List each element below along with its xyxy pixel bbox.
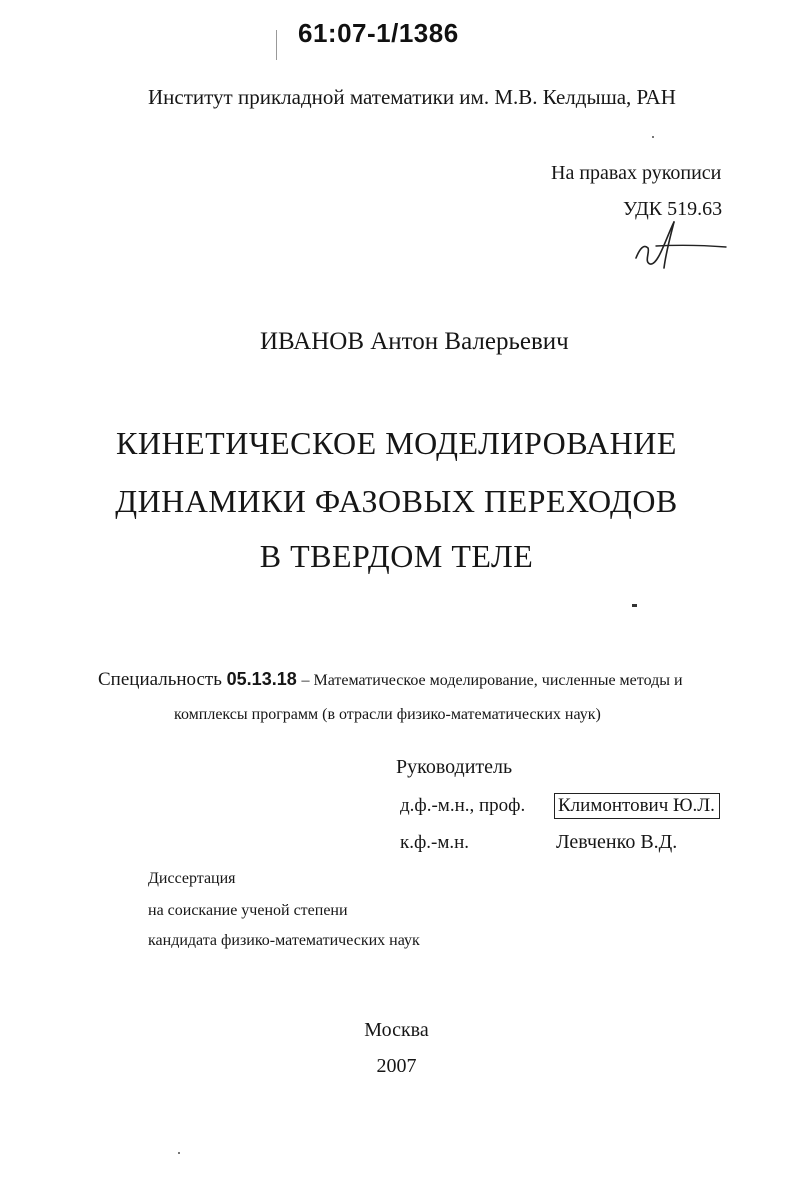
supervisor-degree: к.ф.-м.н. <box>400 832 470 853</box>
thesis-title-line-2: ДИНАМИКИ ФАЗОВЫХ ПЕРЕХОДОВ <box>115 483 678 519</box>
thesis-title-line-1: КИНЕТИЧЕСКОЕ МОДЕЛИРОВАНИЕ <box>116 425 677 461</box>
scan-dot <box>652 136 654 138</box>
specialty-prefix: Специальность <box>98 669 222 690</box>
dissertation-degree: кандидата физико-математических наук <box>148 932 420 949</box>
year: 2007 <box>376 1055 417 1077</box>
author-name: ИВАНОВ Антон Валерьевич <box>260 328 569 355</box>
specialty-description-continued: комплексы программ (в отрасли физико-математических наук) <box>174 706 601 723</box>
dissertation-purpose: на соискание ученой степени <box>148 902 348 919</box>
supervisor-label: Руководитель <box>396 756 513 778</box>
supervisor-name: Климонтович Ю.Л. <box>554 793 720 819</box>
archive-stamp-code: 61:07-1/1386 <box>298 18 459 48</box>
specialty-description: – Математическое моделирование, численные методы и <box>301 672 683 689</box>
manuscript-rights-note: На правах рукописи <box>551 162 722 184</box>
signature-icon <box>630 218 730 274</box>
supervisor-name: Левченко В.Д. <box>556 831 678 853</box>
stamp-margin-mark <box>276 30 277 60</box>
thesis-title-line-3: В ТВЕРДОМ ТЕЛЕ <box>259 538 534 574</box>
scan-dot <box>178 1152 180 1154</box>
supervisor-degree: д.ф.-м.н., проф. <box>400 795 526 816</box>
specialty-code: 05.13.18 <box>226 669 297 689</box>
city: Москва <box>364 1019 429 1041</box>
scan-speck <box>632 604 637 607</box>
dissertation-type: Диссертация <box>148 870 236 887</box>
institute-name: Институт прикладной математики им. М.В. Келдыша, РАН <box>148 85 676 109</box>
udk-code: УДК 519.63 <box>623 198 723 220</box>
specialty-line <box>98 669 683 691</box>
